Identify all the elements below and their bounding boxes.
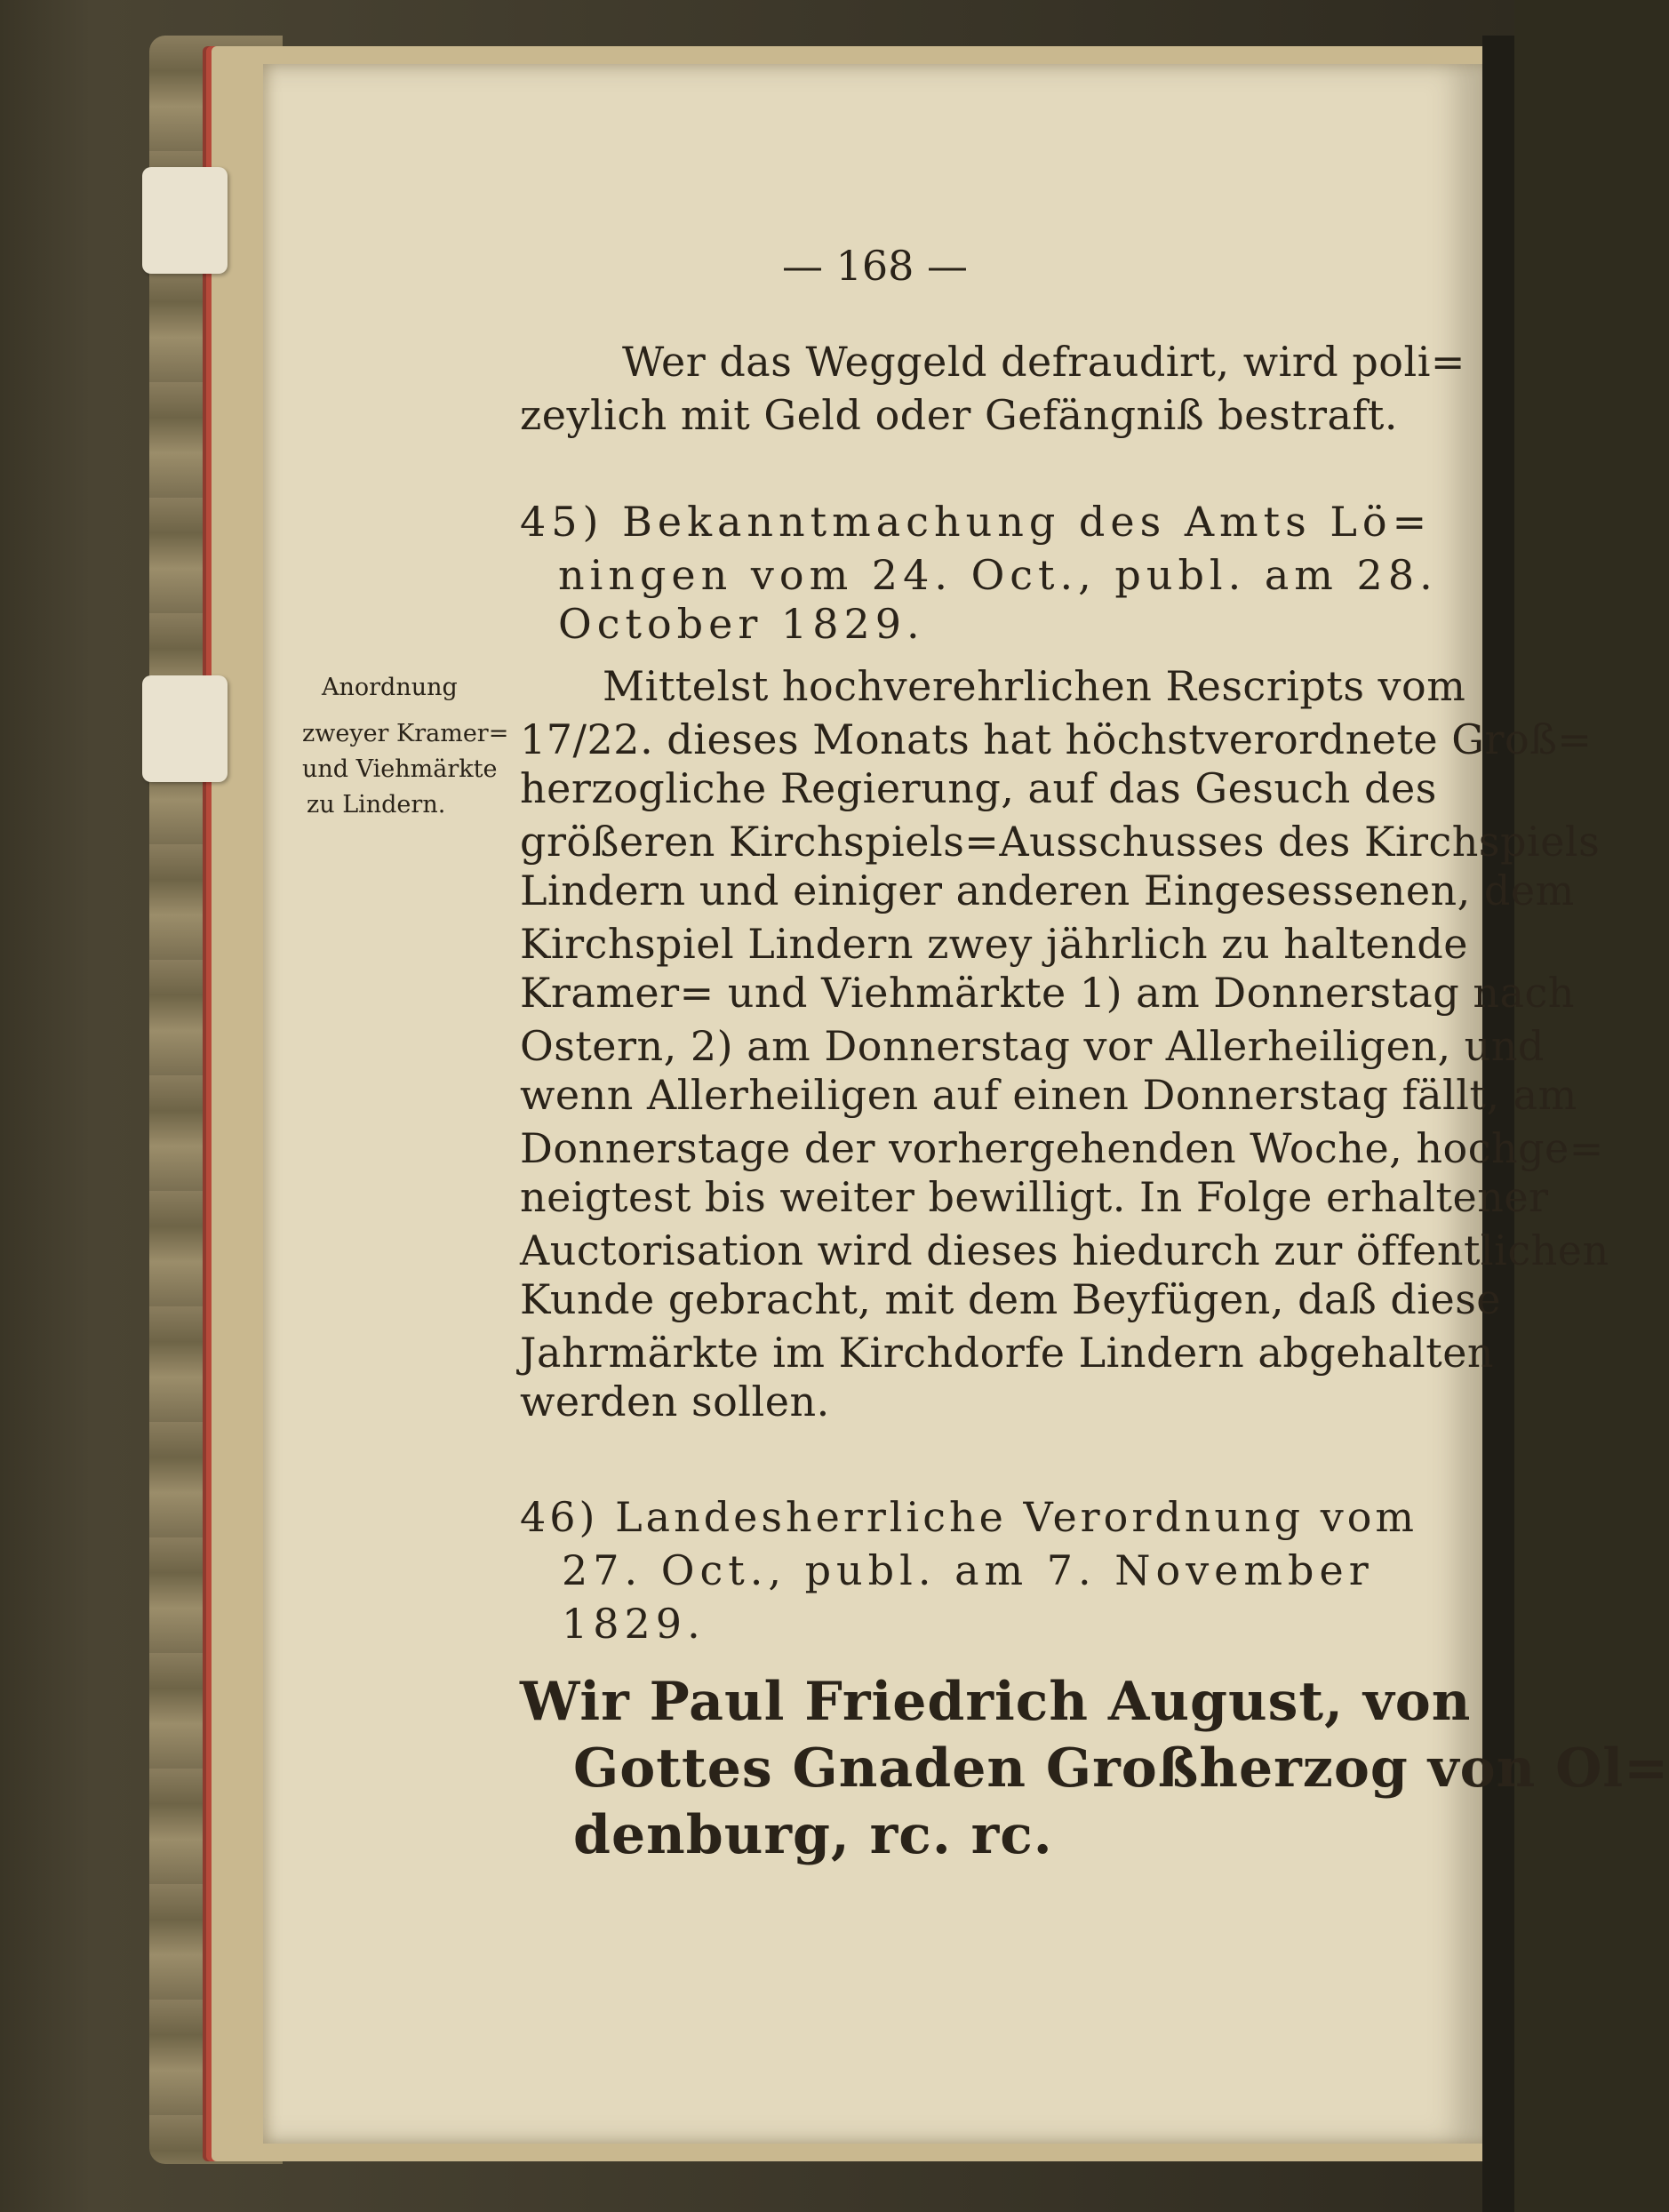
section-heading: 27. Oct., publ. am 7. November [562, 1546, 1374, 1594]
bookmark-tab [142, 675, 228, 782]
text-line: Jahrmärkte im Kirchdorfe Lindern abgehalten [520, 1329, 1495, 1377]
text-line: 17/22. dieses Monats hat höchstverordnete Groß= [520, 715, 1593, 763]
text-line: Kunde gebracht, mit dem Beyfügen, daß diese [520, 1275, 1502, 1323]
text-line: Kirchspiel Lindern zwey jährlich zu haltende [520, 920, 1468, 968]
margin-note: zweyer Kramer= [302, 720, 509, 747]
text-line: zeylich mit Geld oder Gefängniß bestraft. [520, 391, 1399, 439]
text-line: herzogliche Regierung, auf das Gesuch des [520, 764, 1437, 812]
page-number: — 168 — [782, 242, 969, 290]
section-heading: ningen vom 24. Oct., publ. am 28. [558, 551, 1438, 599]
text-line: Lindern und einiger anderen Eingesessenen, dem [520, 866, 1575, 914]
margin-note: zu Lindern. [307, 791, 446, 819]
bookmark-tab [142, 167, 228, 274]
margin-note: Anordnung [322, 674, 458, 701]
section-heading: October 1829. [558, 600, 925, 648]
proclamation-line: denburg, rc. rc. [573, 1804, 1053, 1866]
text-line: Mittelst hochverehrlichen Rescripts vom [603, 662, 1466, 710]
text-line: wenn Allerheiligen auf einen Donnerstag fällt, am [520, 1071, 1577, 1119]
section-heading: 45) Bekanntmachung des Amts Lö= [520, 498, 1433, 546]
text-line: werden sollen. [520, 1378, 830, 1425]
proclamation-line: Wir Paul Friedrich August, von [520, 1671, 1472, 1733]
text-line: Kramer= und Viehmärkte 1) am Donnerstag nach [520, 969, 1575, 1017]
margin-note: und Viehmärkte [302, 755, 498, 783]
section-heading: 1829. [562, 1600, 706, 1648]
text-line: Ostern, 2) am Donnerstag vor Allerheiligen, und [520, 1022, 1545, 1070]
text-line: Auctorisation wird dieses hiedurch zur öffentlichen [520, 1226, 1609, 1274]
text-line: Wer das Weggeld defraudirt, wird poli= [622, 338, 1465, 386]
section-heading: 46) Landesherrliche Verordnung vom [520, 1493, 1418, 1541]
text-line: neigtest bis weiter bewilligt. In Folge erhaltener [520, 1173, 1549, 1221]
text-line: Donnerstage der vorhergehenden Woche, hochge= [520, 1124, 1604, 1172]
text-line: größeren Kirchspiels=Ausschusses des Kirchspiels [520, 818, 1601, 866]
proclamation-line: Gottes Gnaden Großherzog von Ol= [573, 1737, 1669, 1800]
